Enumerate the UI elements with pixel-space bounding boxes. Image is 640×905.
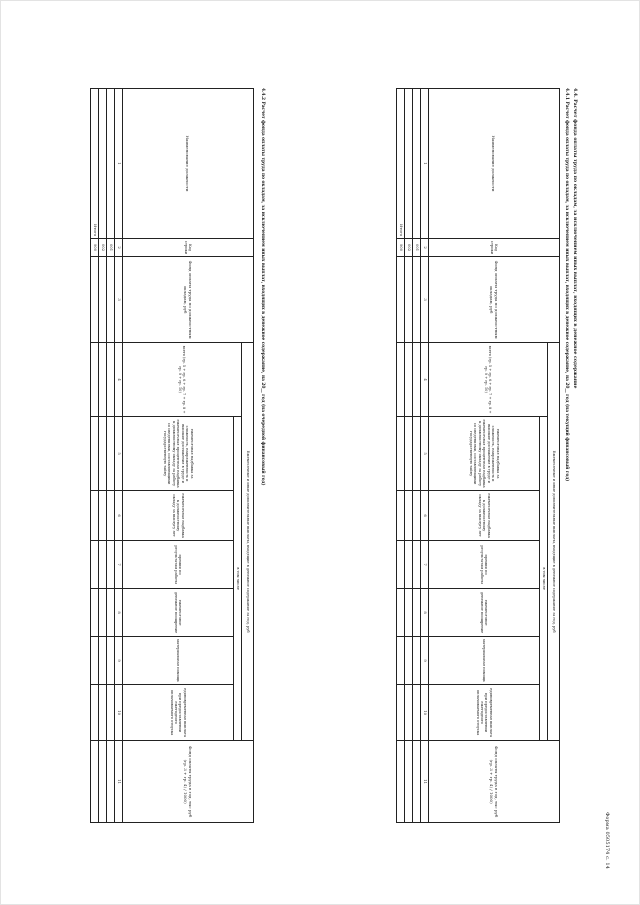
- col-num: 5: [115, 417, 123, 491]
- header-position: Наименование должности: [123, 89, 254, 239]
- header-extra-payments: Ежемесячные и иные дополнительные выплаты, входящие в денежное содержание за год, руб: [242, 343, 254, 741]
- table-row: [405, 89, 413, 823]
- row-code: 900: [397, 239, 405, 257]
- col-num: 10: [421, 685, 429, 741]
- row-code: 001: [413, 239, 421, 257]
- col-num: 7: [115, 541, 123, 589]
- col-num: 8: [421, 589, 429, 637]
- table1-subtitle: 4.4.1 Расчет фонда оплаты труда по окладам, за исключением иных выплат, входящих в денежное содержание, на 20__ год (на текущий финансовый год): [564, 88, 569, 482]
- header-annual-fund: Фонд оплаты труда в год, тыс руб (гр. 3 + гр. 4) / 1000): [123, 741, 254, 823]
- col-num: 6: [421, 491, 429, 541]
- header-including: в том числе: [540, 417, 548, 741]
- col-num: 2: [421, 239, 429, 257]
- col-num: 4: [421, 343, 429, 417]
- col-num: 1: [115, 89, 123, 239]
- header-c8: ежемесячное денежное поощрение: [123, 589, 234, 637]
- header-c5: ежемесячная надбавка за сложность, напряженность и высокие достижения в труде и ежемесячная процентная надбавка к должностному окладу за работу со сведениями, составляющими государственную тайну: [429, 417, 540, 491]
- header-c10: единовременная выплата при предоставлении ежегодного оплачиваемого отпуска: [429, 685, 540, 741]
- header-c6: ежемесячная надбавка к должностному окладу за выслугу лет: [123, 491, 234, 541]
- row-code: 001: [107, 239, 115, 257]
- col-num: 11: [421, 741, 429, 823]
- row-code: 002: [405, 239, 413, 257]
- section-title: 4.4. Расчет фонда оплаты труда по окладам, за исключением иных выплат, входящих в денежное содержание: [572, 88, 577, 389]
- header-c6: ежемесячная надбавка к должностному окладу за выслугу лет: [429, 491, 540, 541]
- col-num: 1: [421, 89, 429, 239]
- total-row: [397, 89, 405, 823]
- header-c10: единовременная выплата при предоставлении ежегодного оплачиваемого отпуска: [123, 685, 234, 741]
- header-c7: премии по результатам работы: [123, 541, 234, 589]
- col-num: 10: [115, 685, 123, 741]
- header-total: всего (гр. 5 + гр. 6 + гр. 7 + гр. 8 + гр. 9 + гр. 10): [123, 343, 242, 417]
- col-num: 8: [115, 589, 123, 637]
- header-c9: материальная помощь: [429, 637, 540, 685]
- header-c8: ежемесячное денежное поощрение: [429, 589, 540, 637]
- col-num: 5: [421, 417, 429, 491]
- header-c5: ежемесячная надбавка за сложность, напряженность и высокие достижения в труде и ежемесячная процентная надбавка к должностному окладу за работу со сведениями, составляющими государственную тайну: [123, 417, 234, 491]
- header-extra-payments: Ежемесячные и иные дополнительные выплаты, входящие в денежное содержание за год, руб: [548, 343, 560, 741]
- header-c7: премии по результатам работы: [429, 541, 540, 589]
- column-numbers-row: [421, 89, 429, 823]
- col-num: 7: [421, 541, 429, 589]
- col-num: 9: [115, 637, 123, 685]
- row-code: 002: [99, 239, 107, 257]
- header-total: всего (гр. 5 + гр. 6 + гр. 7 + гр. 8 + гр. 9 + гр. 10): [429, 343, 548, 417]
- table2-subtitle: 4.4.2 Расчет фонда оплаты труда по окладам, за исключением иных выплат, входящих в денежное содержание, на 20__ год (на очередной финансовый год): [260, 88, 265, 486]
- col-num: 3: [115, 257, 123, 343]
- col-num: 3: [421, 257, 429, 343]
- table2: [90, 88, 254, 823]
- table1: [396, 88, 560, 823]
- header-c9: материальная помощь: [123, 637, 234, 685]
- col-num: 4: [115, 343, 123, 417]
- col-num: 11: [115, 741, 123, 823]
- header-code: Код строки: [123, 239, 254, 257]
- column-numbers-row: [115, 89, 123, 823]
- col-num: 2: [115, 239, 123, 257]
- form-code: Форма 0505174 с. 14: [604, 812, 610, 869]
- header-fund: Фонд оплаты труда по должностным окладам, руб: [123, 257, 254, 343]
- total-label: Итого: [397, 89, 405, 239]
- header-including: в том числе: [234, 417, 242, 741]
- header-fund: Фонд оплаты труда по должностным окладам, руб: [429, 257, 560, 343]
- total-label: Итого: [91, 89, 99, 239]
- col-num: 9: [421, 637, 429, 685]
- row-code: 900: [91, 239, 99, 257]
- table-row: [107, 89, 115, 823]
- total-row: [91, 89, 99, 823]
- header-code: Код строки: [429, 239, 560, 257]
- table-row: [413, 89, 421, 823]
- col-num: 6: [115, 491, 123, 541]
- header-annual-fund: Фонд оплаты труда в год, тыс руб (гр. 3 + гр. 4) / 1000): [429, 741, 560, 823]
- header-position: Наименование должности: [429, 89, 560, 239]
- table-row: [99, 89, 107, 823]
